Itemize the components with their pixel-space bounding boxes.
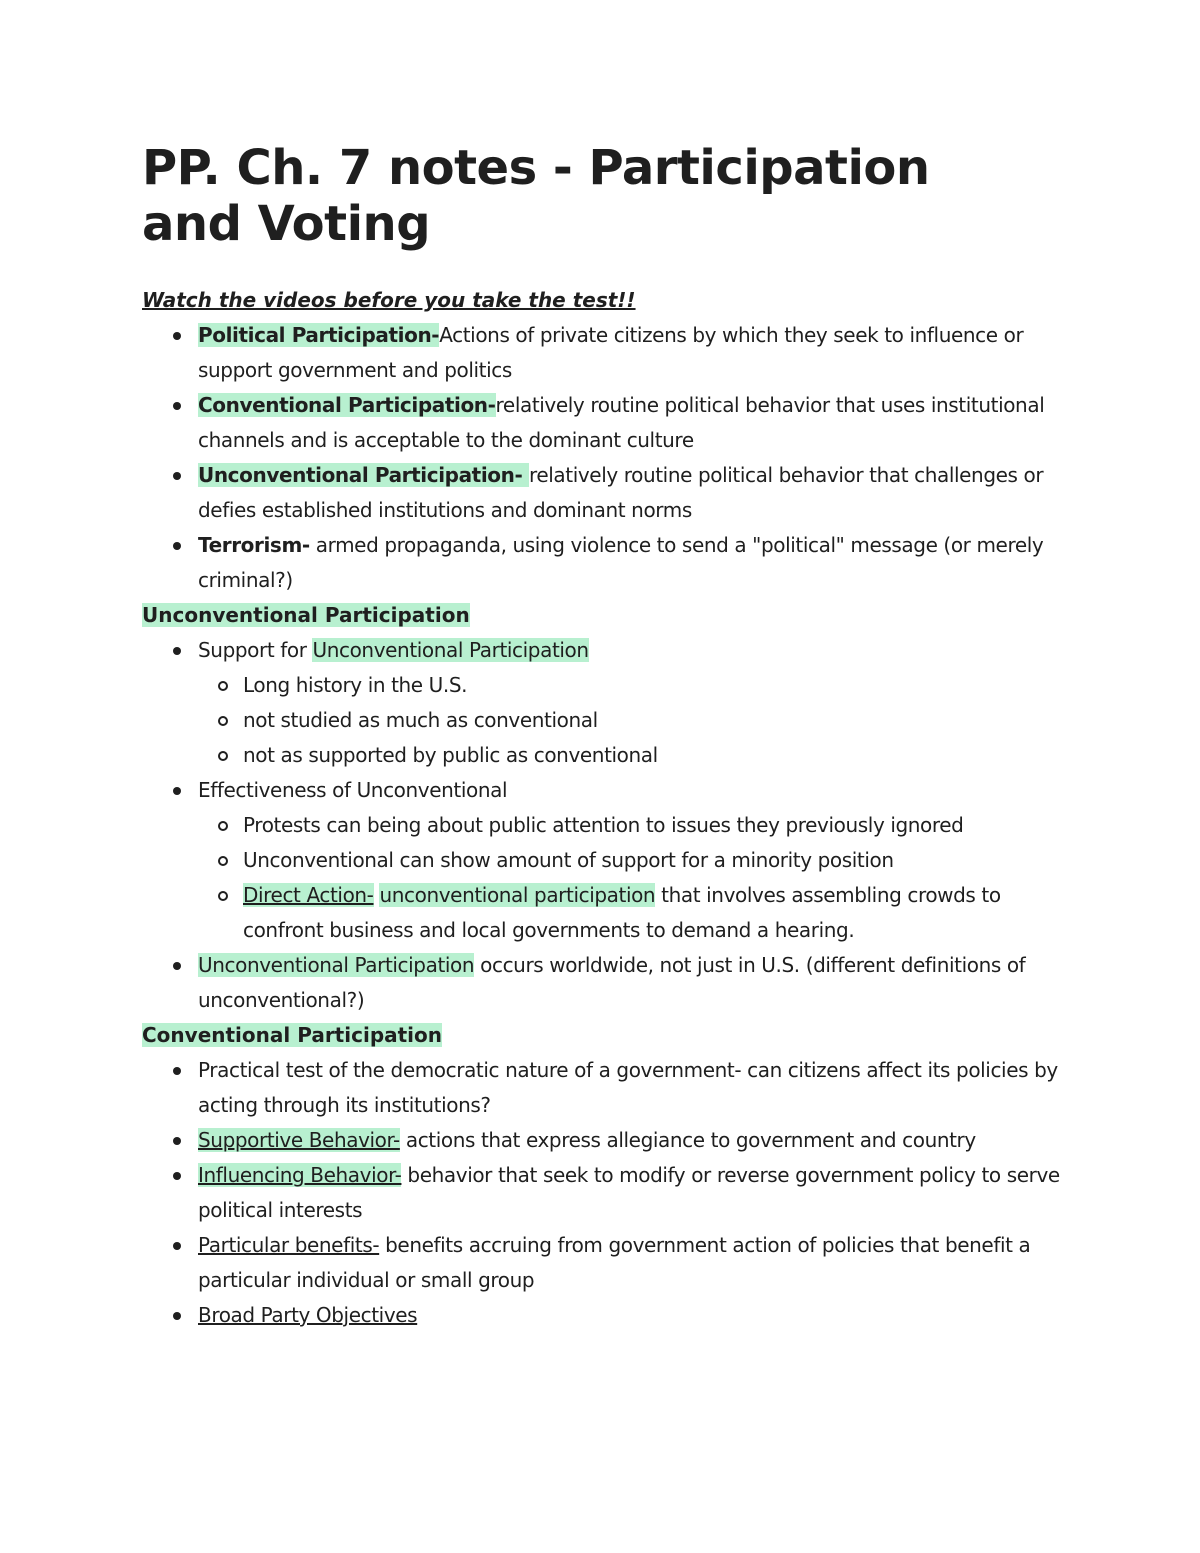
term-supportive-behavior: Supportive Behavior- <box>198 1128 400 1152</box>
list-item: Effectiveness of Unconventional Protests can being about public attention to issues they previously ignored Unconventional can show amount of support for a minority position Direct Action- unconventional participation that involves assembling crowds to confront business and local governments to demand a hearing. <box>142 773 1062 948</box>
list-item: Particular benefits- benefits accruing from government action of policies that benefit a particular individual or small group <box>142 1228 1062 1298</box>
sub-list-item: Protests can being about public attention to issues they previously ignored <box>142 808 1062 843</box>
term-unconventional-participation: Unconventional Participation- <box>198 463 529 487</box>
term-terrorism: Terrorism- <box>198 533 310 557</box>
list-item: Terrorism- armed propaganda, using violence to send a "political" message (or merely criminal?) <box>142 528 1062 598</box>
effectiveness-sublist <box>198 808 1062 948</box>
list-item: Support for Unconventional Participation Long history in the U.S. not studied as much as conventional not as supported by public as conventional <box>142 633 1062 773</box>
term-particular-benefits: Particular benefits- <box>198 1233 380 1257</box>
sub-list-item: Long history in the U.S. <box>142 668 1062 703</box>
sub-list-item: not studied as much as conventional <box>142 703 1062 738</box>
test-reminder: Watch the videos before you take the test!! <box>142 288 636 312</box>
term-direct-action: Direct Action- <box>243 883 374 907</box>
sub-list-item: Unconventional can show amount of support for a minority position <box>142 843 1062 878</box>
term-conventional-participation: Conventional Participation- <box>198 393 496 417</box>
list-item <box>142 1298 1062 1333</box>
list-item: Conventional Participation-relatively routine political behavior that uses institutional channels and is acceptable to the dominant culture <box>142 388 1062 458</box>
list-item: Influencing Behavior- behavior that seek to modify or reverse government policy to serve political interests <box>142 1158 1062 1228</box>
sub-list-item: not as supported by public as conventional <box>142 738 1062 773</box>
term-influencing-behavior: Influencing Behavior- <box>198 1163 402 1187</box>
list-item: Unconventional Participation occurs worldwide, not just in U.S. (different definitions of unconventional?) <box>142 948 1062 1018</box>
document-content <box>142 140 1062 1333</box>
sub-list-item: Direct Action- unconventional participation that involves assembling crowds to confront business and local governments to demand a hearing. <box>142 878 1062 948</box>
section-heading-unconventional: Unconventional Participation <box>142 603 470 627</box>
unconventional-list <box>142 633 1062 1018</box>
support-sublist <box>198 668 1062 773</box>
list-item: Supportive Behavior- actions that express allegiance to government and country <box>142 1123 1062 1158</box>
list-item: Political Participation-Actions of private citizens by which they seek to influence or support government and politics <box>142 318 1062 388</box>
term-broad-party-objectives: Broad Party Objectives <box>198 1303 418 1327</box>
term-political-participation: Political Participation- <box>198 323 440 347</box>
highlight-unconventional: Unconventional Participation <box>312 638 589 662</box>
page-title: PP. Ch. 7 notes - Participation and Voting <box>142 140 930 252</box>
highlight-unconventional-participation: unconventional participation <box>379 883 656 907</box>
highlight-unconventional-worldwide: Unconventional Participation <box>198 953 475 977</box>
definitions-list <box>142 318 1062 598</box>
list-item: Practical test of the democratic nature of a government- can citizens affect its policies by acting through its institutions? <box>142 1053 1062 1123</box>
conventional-list <box>142 1053 1062 1333</box>
section-heading-conventional: Conventional Participation <box>142 1023 443 1047</box>
list-item: Unconventional Participation- relatively routine political behavior that challenges or defies established institutions and dominant norms <box>142 458 1062 528</box>
